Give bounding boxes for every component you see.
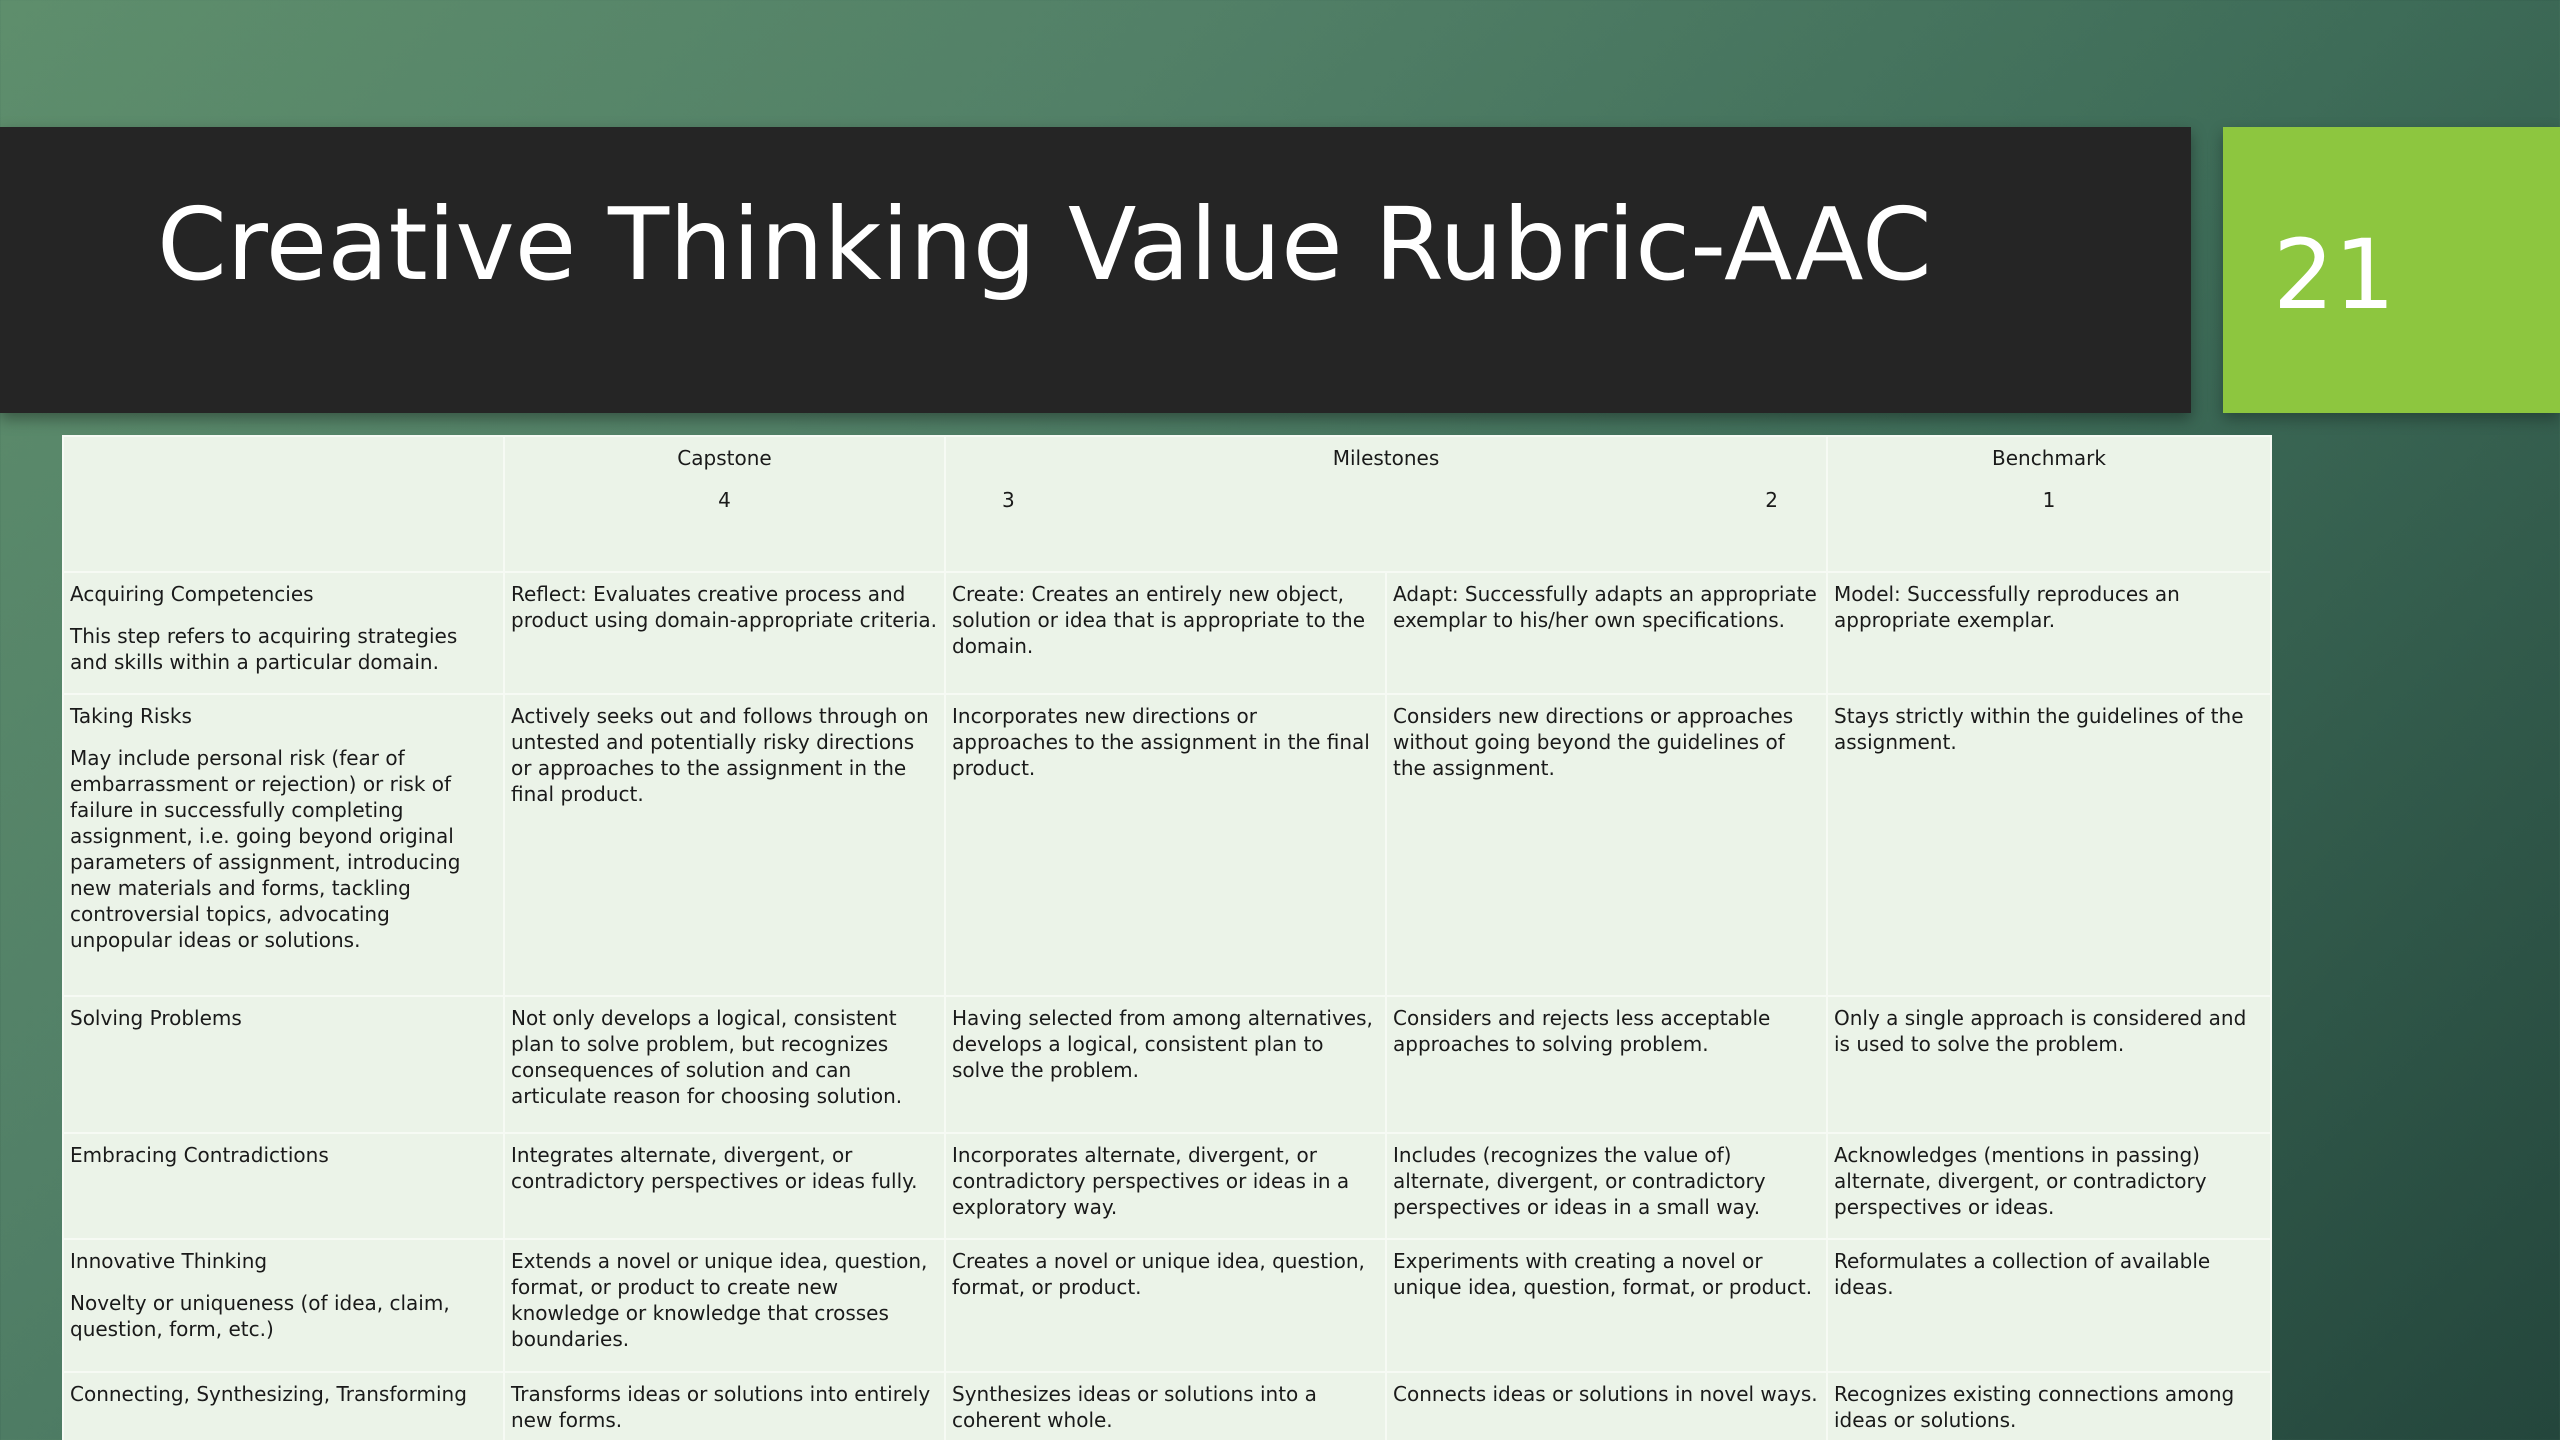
level-2-cell: Considers new directions or approaches without going beyond the guidelines of the assignment.: [1386, 694, 1827, 996]
level-3-cell: Synthesizes ideas or solutions into a coherent whole.: [945, 1372, 1386, 1440]
level-3-cell: Incorporates new directions or approaches to the assignment in the final product.: [945, 694, 1386, 996]
header-capstone-label: Capstone: [677, 446, 772, 470]
level-3-cell: Having selected from among alternatives, develops a logical, consistent plan to solve the problem.: [945, 996, 1386, 1133]
criterion-title: Connecting, Synthesizing, Transforming: [70, 1382, 467, 1406]
level-2-cell: Adapt: Successfully adapts an appropriate exemplar to his/her own specifications.: [1386, 572, 1827, 694]
header-capstone-cell: [504, 436, 945, 572]
slide-number-box: [2223, 127, 2560, 413]
level-1-cell: Recognizes existing connections among ideas or solutions.: [1827, 1372, 2271, 1440]
header-milestone-levels: [952, 487, 1820, 513]
criterion-title: Embracing Contradictions: [70, 1143, 329, 1167]
table-row: [63, 572, 2271, 694]
table-row: [63, 1239, 2271, 1372]
level-1-cell: Model: Successfully reproduces an appropriate exemplar.: [1827, 572, 2271, 694]
table-row: [63, 1133, 2271, 1239]
level-1-cell: Reformulates a collection of available ideas.: [1827, 1239, 2271, 1372]
criterion-title: Solving Problems: [70, 1006, 242, 1030]
level-4-cell: Not only develops a logical, consistent plan to solve problem, but recognizes consequences of solution and can articulate reason for choosing solution.: [504, 996, 945, 1133]
level-4-cell: Actively seeks out and follows through on untested and potentially risky directions or approaches to the assignment in the final product.: [504, 694, 945, 996]
header-milestone-level-3: 3: [1002, 488, 1015, 512]
level-2-cell: Connects ideas or solutions in novel ways.: [1386, 1372, 1827, 1440]
level-3-cell: Creates a novel or unique idea, question, format, or product.: [945, 1239, 1386, 1372]
table-row: [63, 694, 2271, 996]
criterion-cell: [63, 1372, 504, 1440]
slide-title: Creative Thinking Value Rubric-AAC: [157, 186, 1932, 303]
level-4-cell: Extends a novel or unique idea, question, format, or product to create new knowledge or knowledge that crosses boundaries.: [504, 1239, 945, 1372]
rubric-table: [62, 435, 2272, 1440]
header-capstone-level: 4: [718, 488, 731, 512]
header-empty-cell: [63, 436, 504, 572]
criterion-description: May include personal risk (fear of embarrassment or rejection) or risk of failure in successfully completing assignment, i.e. going beyond original parameters of assignment, introducing new materials and forms, tackling controversial topics, advocating unpopular ideas or solutions.: [70, 746, 461, 952]
header-benchmark-label: Benchmark: [1992, 446, 2106, 470]
criterion-cell: [63, 694, 504, 996]
criterion-cell: [63, 572, 504, 694]
level-4-cell: Reflect: Evaluates creative process and product using domain-appropriate criteria.: [504, 572, 945, 694]
table-header-row: [63, 436, 2271, 572]
header-benchmark-level: 1: [2042, 488, 2056, 512]
criterion-title: Innovative Thinking: [70, 1249, 268, 1273]
level-1-cell: Acknowledges (mentions in passing) alternate, divergent, or contradictory perspectives or ideas.: [1827, 1133, 2271, 1239]
header-milestone-level-2: 2: [1765, 488, 1778, 512]
table-row: [63, 1372, 2271, 1440]
level-2-cell: Considers and rejects less acceptable approaches to solving problem.: [1386, 996, 1827, 1133]
criterion-cell: [63, 1239, 504, 1372]
level-4-cell: Transforms ideas or solutions into entirely new forms.: [504, 1372, 945, 1440]
level-2-cell: Experiments with creating a novel or unique idea, question, format, or product.: [1386, 1239, 1827, 1372]
level-1-cell: Only a single approach is considered and is used to solve the problem.: [1827, 996, 2271, 1133]
criterion-description: This step refers to acquiring strategies and skills within a particular domain.: [70, 624, 458, 674]
header-milestones-label: Milestones: [1332, 446, 1440, 470]
criterion-cell: [63, 996, 504, 1133]
header-benchmark-cell: [1827, 436, 2271, 572]
table-row: [63, 996, 2271, 1133]
criterion-description: Novelty or uniqueness (of idea, claim, question, form, etc.): [70, 1291, 450, 1341]
header-milestones-cell: [945, 436, 1827, 572]
level-3-cell: Incorporates alternate, divergent, or contradictory perspectives or ideas in a exploratory way.: [945, 1133, 1386, 1239]
criterion-title: Taking Risks: [70, 704, 192, 728]
slide-number: 21: [2273, 219, 2396, 331]
criterion-cell: [63, 1133, 504, 1239]
level-1-cell: Stays strictly within the guidelines of the assignment.: [1827, 694, 2271, 996]
level-2-cell: Includes (recognizes the value of) alternate, divergent, or contradictory perspectives or ideas in a small way.: [1386, 1133, 1827, 1239]
level-4-cell: Integrates alternate, divergent, or contradictory perspectives or ideas fully.: [504, 1133, 945, 1239]
criterion-title: Acquiring Competencies: [70, 582, 314, 606]
level-3-cell: Create: Creates an entirely new object, solution or idea that is appropriate to the domain.: [945, 572, 1386, 694]
